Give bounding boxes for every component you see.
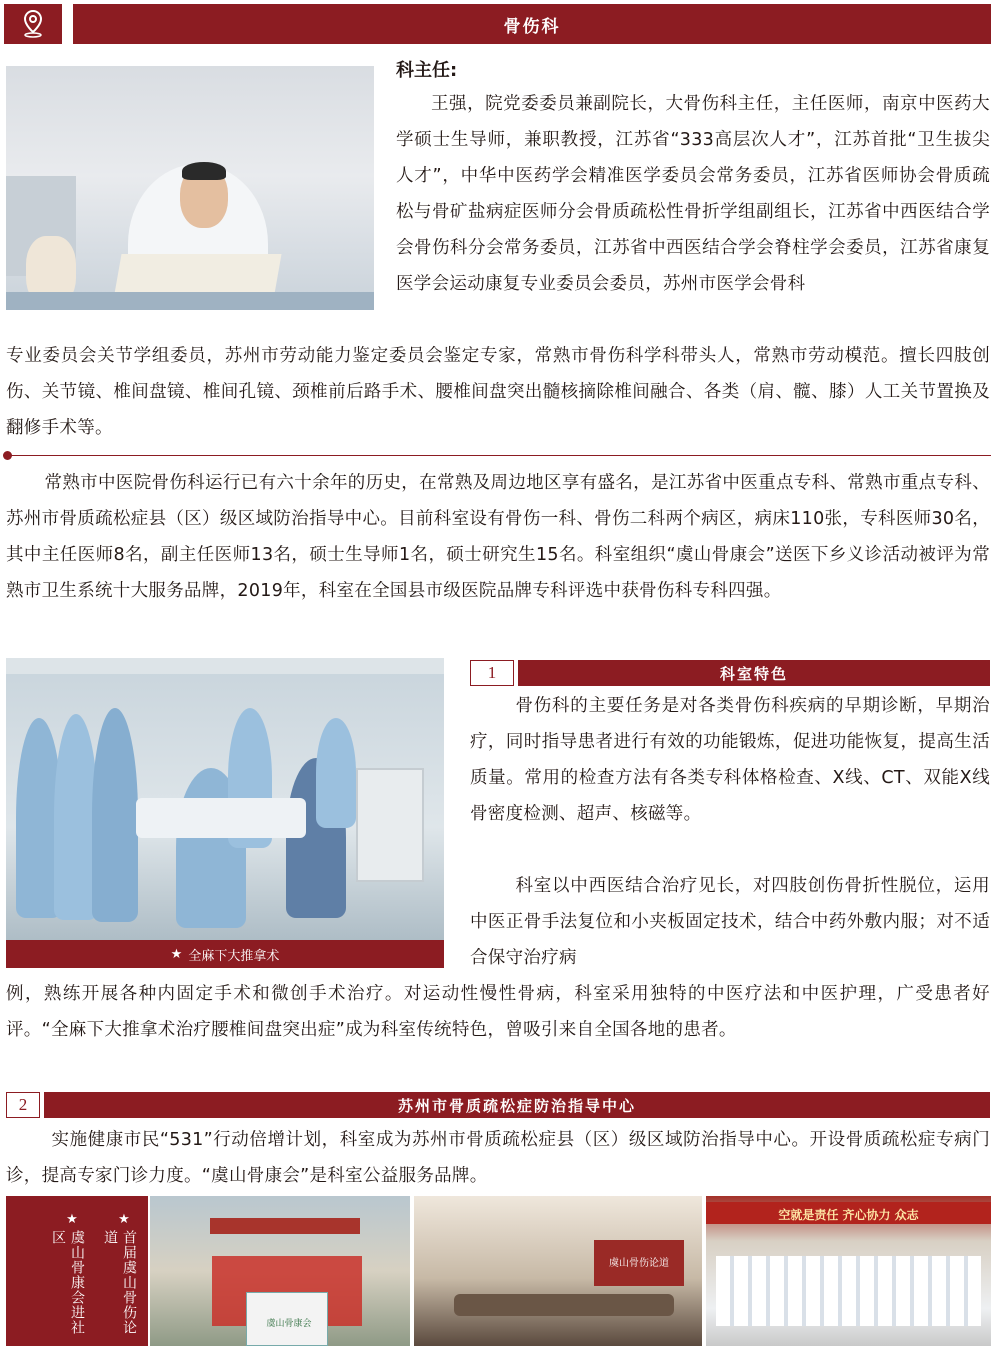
community-photo (150, 1196, 410, 1346)
director-photo (6, 66, 374, 310)
section1-number: 1 (470, 660, 514, 686)
location-pin-icon (24, 10, 42, 38)
team-banner-text: 空就是责任 齐心协力 众志 (778, 1208, 919, 1222)
bottom-caption-panel (6, 1196, 148, 1346)
star-icon: ★ (170, 946, 183, 962)
section1-para2: 科室以中西医结合治疗见长，对四肢创伤骨折性脱位，运用中医正骨手法复位和小夹板固定技术，结合中药外敷内服；对不适合保守治疗病 (470, 876, 990, 968)
director-bio-part1: 王强，院党委委员兼副院长，大骨伤科主任，主任医师，南京中医药大学硕士生导师，兼职教授，江苏省“333高层次人才”，江苏首批“卫生拔尖人才”，中华中医药学会精准医学委员会常务委员，江苏省医师协会骨质疏松与骨矿盐病症医师分会骨质疏松性骨折学组副组长，江苏省中西医结合学会骨伤科分会常务委员，江苏省中西医结合学会脊柱学会委员，江苏省康复医学会运动康复专业委员会委员，苏州市医学会骨科 (396, 94, 990, 294)
section2-para: 实施健康市民“531”行动倍增计划，科室成为苏州市骨质疏松症县（区）级区域防治指导中心。开设骨质疏松症专病门诊，提高专家门诊力度。“虞山骨康会”是科室公益服务品牌。 (6, 1130, 990, 1186)
section1-para1: 骨伤科的主要任务是对各类骨伤科疾病的早期诊断，早期治疗，同时指导患者进行有效的功能锻炼，促进功能恢复，提高生活质量。常用的检查方法有各类专科体格检查、X线、CT、双能X线骨密度检测、超声、核磁等。 (470, 696, 990, 824)
section-divider (8, 455, 991, 456)
star-icon: ★ (66, 1212, 78, 1227)
banner-text: 虞山骨康会 (266, 1319, 312, 1329)
section1-title: 科室特色 (518, 660, 990, 686)
director-bio-part2: 专业委员会关节学组委员，苏州市劳动能力鉴定委员会鉴定专家，常熟市骨伤科学科带头人，常熟市劳动模范。擅长四肢创伤、关节镜、椎间盘镜、椎间孔镜、颈椎前后路手术、腰椎间盘突出髓核摘除椎间融合、各类（肩、髋、膝）人工关节置换及翻修手术等。 (6, 346, 990, 438)
caption-a-text: 首届虞山骨伤论道 (102, 1230, 137, 1335)
caption-text: 全麻下大推拿术 (188, 948, 280, 964)
header-icon-box (4, 4, 62, 44)
caption-column-a (114, 1210, 134, 1230)
director-label: 科主任: (396, 60, 458, 81)
page-title: 骨伤科 (73, 4, 991, 44)
section2-number: 2 (6, 1092, 40, 1118)
star-icon: ★ (118, 1212, 130, 1227)
team-photo (706, 1196, 991, 1346)
caption-b-text: 虞山骨康会进社区 (50, 1230, 85, 1335)
surgery-photo-caption (6, 940, 444, 968)
section2-title: 苏州市骨质疏松症防治指导中心 (44, 1092, 990, 1118)
caption-column-b (62, 1210, 82, 1230)
forum-banner-text: 虞山骨伤论道 (609, 1258, 669, 1269)
section1-para3: 例，熟练开展各种内固定手术和微创手术治疗。对运动性慢性骨病，科室采用独特的中医疗法和中医护理，广受患者好评。“全麻下大推拿术治疗腰椎间盘突出症”成为科室传统特色，曾吸引来自全国各地的患者。 (6, 984, 990, 1040)
surgery-photo (6, 658, 444, 940)
department-intro: 常熟市中医院骨伤科运行已有六十余年的历史，在常熟及周边地区享有盛名，是江苏省中医重点专科、常熟市重点专科、苏州市骨质疏松症县（区）级区域防治指导中心。目前科室设有骨伤一科、骨伤二科两个病区，病床110张，专科医师30名，其中主任医师8名，副主任医师13名，硕士生导师1名，硕士研究生15名。科室组织“虞山骨康会”送医下乡义诊活动被评为常熟市卫生系统十大服务品牌，2019年，科室在全国县市级医院品牌专科评选中获骨伤科专科四强。 (6, 473, 990, 601)
forum-photo (414, 1196, 702, 1346)
